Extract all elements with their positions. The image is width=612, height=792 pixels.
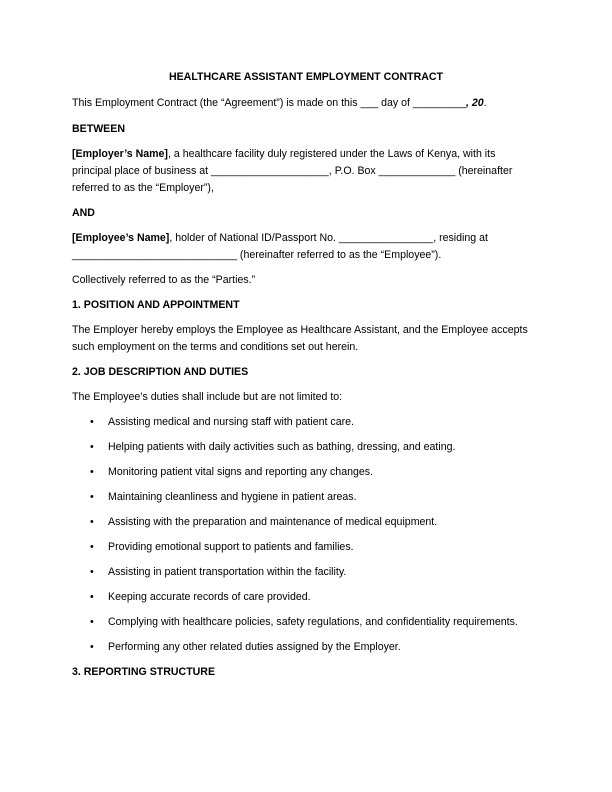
employee-line-1-text: , holder of National ID/Passport No. ________________, residing at — [169, 232, 488, 244]
duty-item: Assisting with the preparation and maintenance of medical equipment. — [108, 516, 438, 528]
document-title: HEALTHCARE ASSISTANT EMPLOYMENT CONTRACT — [168, 71, 444, 83]
employer-line-2: principal place of business at ____________________, P.O. Box _____________ (hereinafter — [72, 165, 513, 177]
intro-text: This Employment Contract (the “Agreement”) is made on this ___ day of _________ — [72, 97, 466, 109]
bullet-icon: • — [90, 416, 94, 428]
section-1-line-1: The Employer hereby employs the Employee as Healthcare Assistant, and the Employee accepts — [72, 324, 528, 336]
employee-line-1 — [72, 230, 488, 247]
parties-statement: Collectively referred to as the “Parties.” — [72, 274, 256, 286]
bullet-icon: • — [90, 491, 94, 503]
employer-line-3: referred to as the “Employer”), — [72, 182, 214, 194]
section-2-heading: 2. JOB DESCRIPTION AND DUTIES — [72, 366, 249, 378]
duty-item: Assisting medical and nursing staff with patient care. — [108, 416, 354, 428]
section-3-heading: 3. REPORTING STRUCTURE — [72, 666, 216, 678]
bullet-icon: • — [90, 441, 94, 453]
duty-item: Monitoring patient vital signs and reporting any changes. — [108, 466, 374, 478]
bullet-icon: • — [90, 516, 94, 528]
and-heading: AND — [72, 207, 95, 219]
duty-item: Maintaining cleanliness and hygiene in patient areas. — [108, 491, 357, 503]
employer-line-1-text: , a healthcare facility duly registered under the Laws of Kenya, with its — [167, 148, 496, 160]
section-2-intro: The Employee’s duties shall include but are not limited to: — [72, 391, 343, 403]
bullet-icon: • — [90, 641, 94, 653]
employee-name-placeholder: [Employee’s Name] — [72, 232, 170, 244]
bullet-icon: • — [90, 541, 94, 553]
employee-line-2: ____________________________ (hereinafter referred to as the “Employee”). — [72, 249, 442, 261]
intro-year: , 20 — [465, 97, 484, 109]
duty-item: Keeping accurate records of care provided. — [108, 591, 311, 603]
section-1-heading: 1. POSITION AND APPOINTMENT — [72, 299, 240, 311]
duty-item: Assisting in patient transportation within the facility. — [108, 566, 347, 578]
duty-item: Helping patients with daily activities such as bathing, dressing, and eating. — [108, 441, 456, 453]
bullet-icon: • — [90, 466, 94, 478]
between-heading: BETWEEN — [72, 123, 125, 135]
section-1-line-2: such employment on the terms and conditions set out herein. — [72, 341, 359, 353]
bullet-icon: • — [90, 591, 94, 603]
duty-item: Complying with healthcare policies, safety regulations, and confidentiality requirements. — [108, 616, 518, 628]
intro-paragraph — [72, 95, 487, 112]
bullet-icon: • — [90, 566, 94, 578]
duty-item: Performing any other related duties assigned by the Employer. — [108, 641, 401, 653]
intro-end: . — [483, 97, 487, 109]
employer-line-1 — [72, 146, 495, 163]
duty-item: Providing emotional support to patients and families. — [108, 541, 354, 553]
employer-name-placeholder: [Employer’s Name] — [72, 148, 168, 160]
bullet-icon: • — [90, 616, 94, 628]
